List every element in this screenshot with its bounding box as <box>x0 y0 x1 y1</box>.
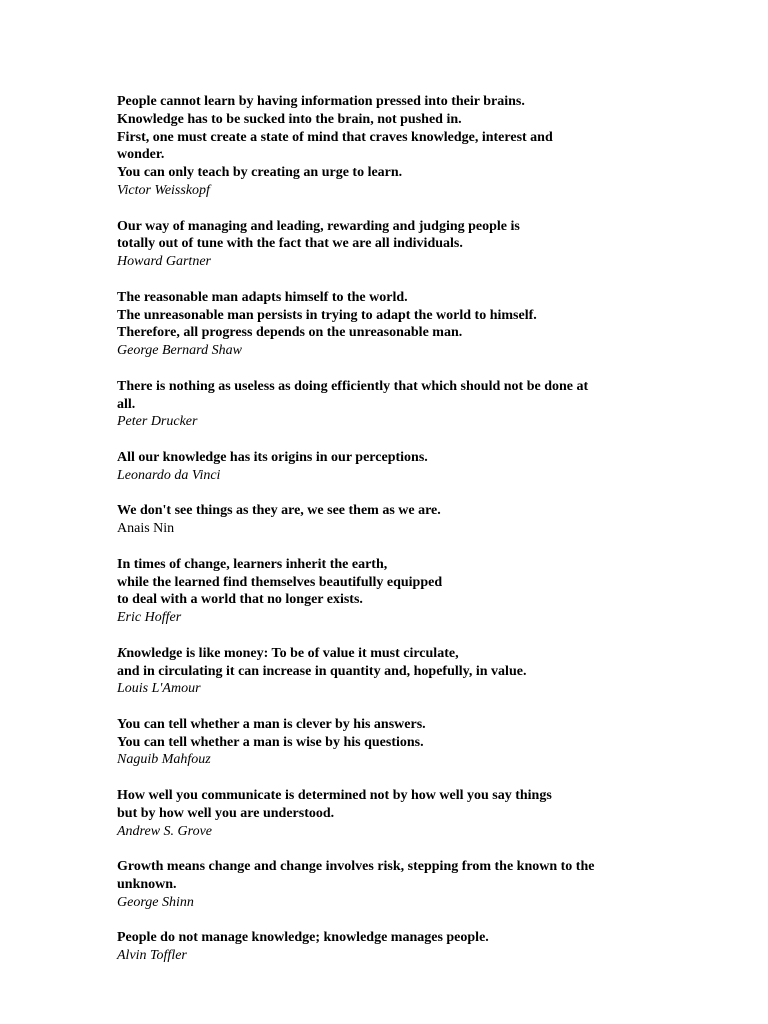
quote-block <box>117 449 717 485</box>
quote-line: wonder. <box>117 147 165 163</box>
quote-line: You can only teach by creating an urge to learn. <box>117 165 403 181</box>
quote-author: Eric Hoffer <box>117 610 182 626</box>
quote-line: All our knowledge has its origins in our perceptions. <box>117 449 428 465</box>
quote-line: all. <box>117 396 136 412</box>
quote-block <box>117 716 717 769</box>
quote-author: George Bernard Shaw <box>117 343 242 359</box>
quote-author: George Shinn <box>117 894 194 910</box>
quote-line: but by how well you are understood. <box>117 805 335 821</box>
quote-line: Knowledge has to be sucked into the brain, not pushed in. <box>117 111 462 127</box>
quote-block <box>117 929 717 965</box>
quote-author: Howard Gartner <box>117 254 211 270</box>
quote-line: We don't see things as they are, we see them as we are. <box>117 503 441 519</box>
quote-block <box>117 645 717 698</box>
quote-first-letter: K <box>117 645 127 661</box>
quote-author: Peter Drucker <box>117 414 198 430</box>
quote-author: Naguib Mahfouz <box>117 752 211 768</box>
quote-block <box>117 556 717 627</box>
quote-line: The reasonable man adapts himself to the world. <box>117 289 408 305</box>
quote-author: Anais Nin <box>117 521 175 537</box>
quote-block <box>117 787 717 840</box>
quote-author: Louis L'Amour <box>117 681 201 697</box>
quote-line: The unreasonable man persists in trying to adapt the world to himself. <box>117 307 537 323</box>
quote-line: First, one must create a state of mind that craves knowledge, interest and <box>117 129 553 145</box>
quote-author: Leonardo da Vinci <box>117 467 221 483</box>
quote-line: totally out of tune with the fact that we are all individuals. <box>117 236 463 252</box>
quote-line: unknown. <box>117 877 177 893</box>
quote-line: People cannot learn by having information pressed into their brains. <box>117 94 525 109</box>
quote-line-rest: nowledge is like money: To be of value it must circulate, <box>126 645 459 661</box>
quote-line: How well you communicate is determined not by how well you say things <box>117 788 552 804</box>
quote-author: Andrew S. Grove <box>117 823 212 839</box>
quote-line <box>117 645 717 663</box>
quote-line: You can tell whether a man is wise by his questions. <box>117 734 424 750</box>
quote-line: Growth means change and change involves risk, stepping from the known to the <box>117 859 595 875</box>
quote-block <box>117 289 717 360</box>
quote-line: and in circulating it can increase in quantity and, hopefully, in value. <box>117 663 527 679</box>
quote-block <box>117 378 717 431</box>
quote-line: Our way of managing and leading, rewarding and judging people is <box>117 218 520 234</box>
quote-line: There is nothing as useless as doing efficiently that which should not be done at <box>117 378 589 394</box>
quote-block <box>117 218 717 271</box>
quote-line: to deal with a world that no longer exists. <box>117 592 363 608</box>
quote-line: In times of change, learners inherit the earth, <box>117 556 388 572</box>
quote-line: while the learned find themselves beautifully equipped <box>117 574 443 590</box>
quote-block <box>117 858 717 911</box>
quote-block <box>117 93 717 200</box>
quote-line: People do not manage knowledge; knowledge manages people. <box>117 930 489 946</box>
quote-line: You can tell whether a man is clever by his answers. <box>117 716 426 732</box>
document-page <box>117 93 717 983</box>
quote-line: Therefore, all progress depends on the unreasonable man. <box>117 325 463 341</box>
quote-author: Alvin Toffler <box>117 948 187 964</box>
quote-block <box>117 502 717 538</box>
quote-author: Victor Weisskopf <box>117 182 210 198</box>
